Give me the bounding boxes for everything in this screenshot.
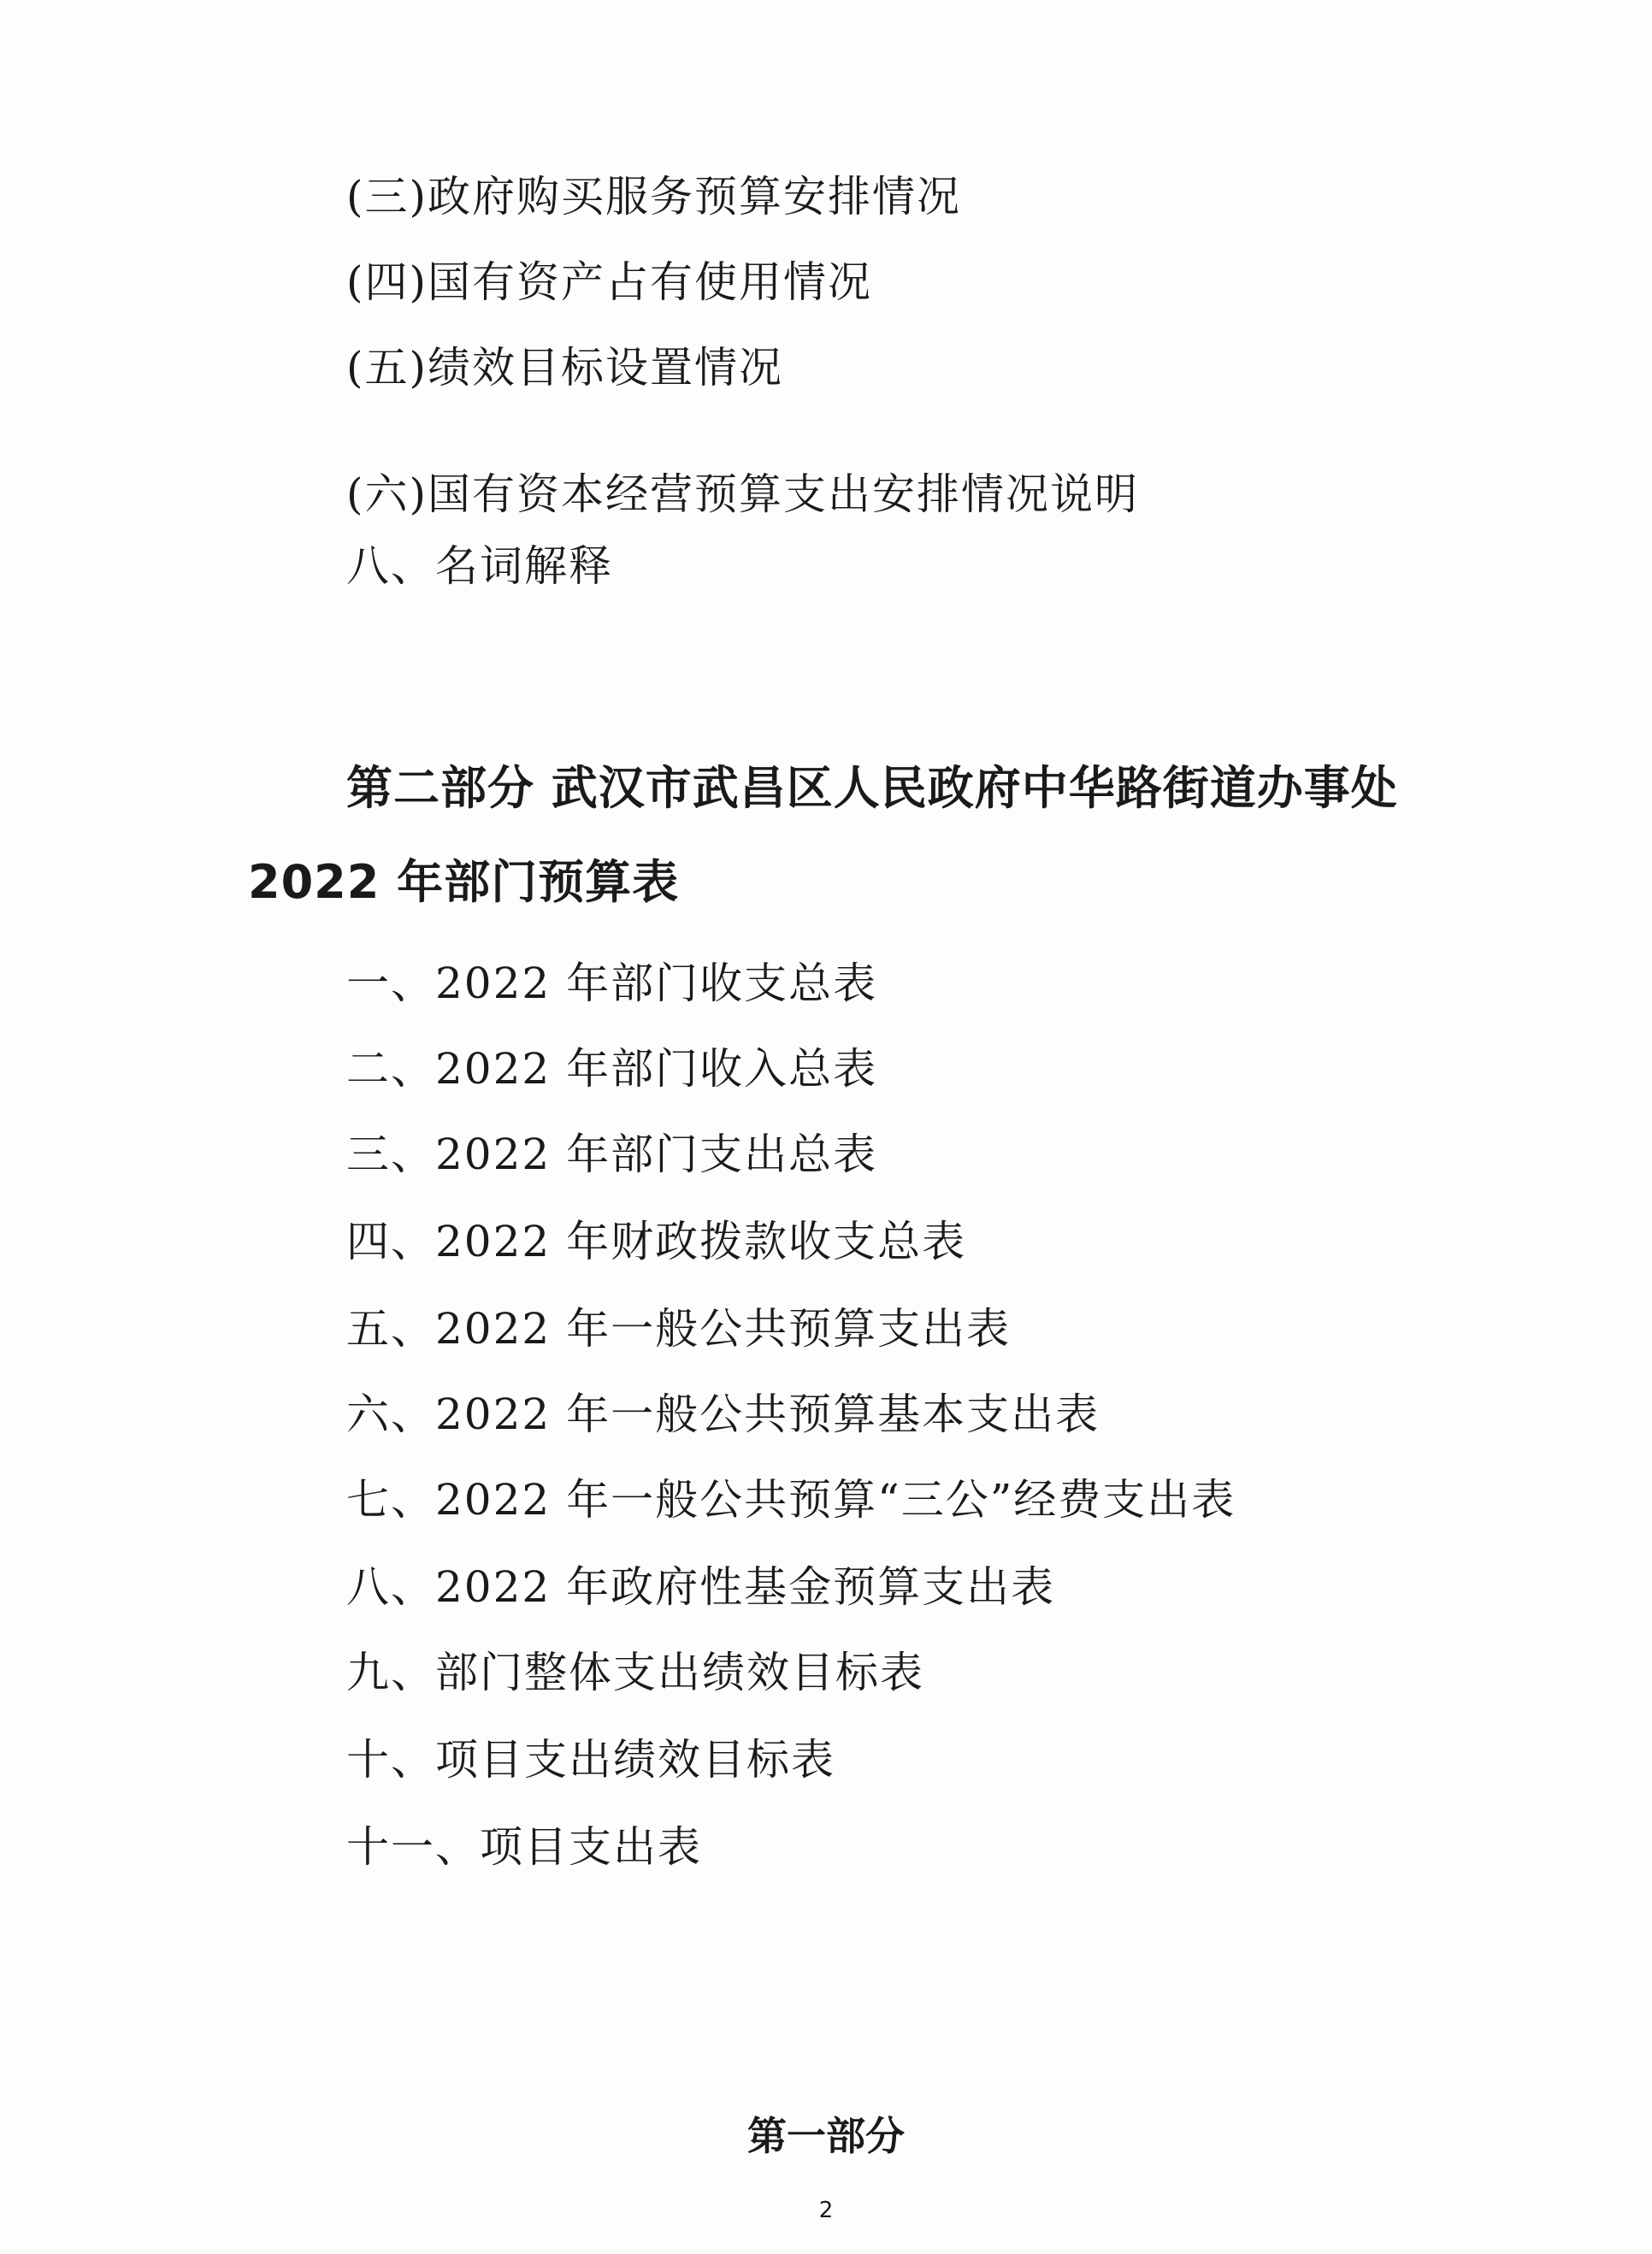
table-list-item: 五、2022 年一般公共预算支出表	[346, 1304, 1012, 1354]
table-list-item: 十、项目支出绩效目标表	[346, 1735, 835, 1785]
table-list-item: 十一、项目支出表	[346, 1822, 702, 1872]
toc-item: (五)绩效目标设置情况	[346, 343, 784, 392]
part-two-heading-cont: 2022 年部门预算表	[248, 855, 680, 909]
table-list-item: 二、2022 年部门收入总表	[346, 1044, 878, 1094]
footer-section-label: 第一部分	[747, 2113, 905, 2159]
table-list-item: 八、2022 年政府性基金预算支出表	[346, 1562, 1056, 1612]
page-number: 2	[818, 2198, 834, 2223]
toc-item: 八、名词解释	[346, 541, 613, 591]
toc-item: (四)国有资产占有使用情况	[346, 257, 873, 307]
table-list-item: 一、2022 年部门收支总表	[346, 959, 878, 1008]
part-two-heading: 第二部分 武汉市武昌区人民政府中华路街道办事处	[346, 761, 1398, 815]
table-list-item: 三、2022 年部门支出总表	[346, 1130, 878, 1179]
table-list-item: 七、2022 年一般公共预算“三公”经费支出表	[346, 1475, 1236, 1525]
table-list-item: 九、部门整体支出绩效目标表	[346, 1648, 924, 1697]
toc-item: (三)政府购买服务预算安排情况	[346, 172, 962, 221]
toc-item: (六)国有资本经营预算支出安排情况说明	[346, 469, 1140, 519]
table-list-item: 四、2022 年财政拨款收支总表	[346, 1217, 967, 1266]
table-list-item: 六、2022 年一般公共预算基本支出表	[346, 1390, 1100, 1439]
